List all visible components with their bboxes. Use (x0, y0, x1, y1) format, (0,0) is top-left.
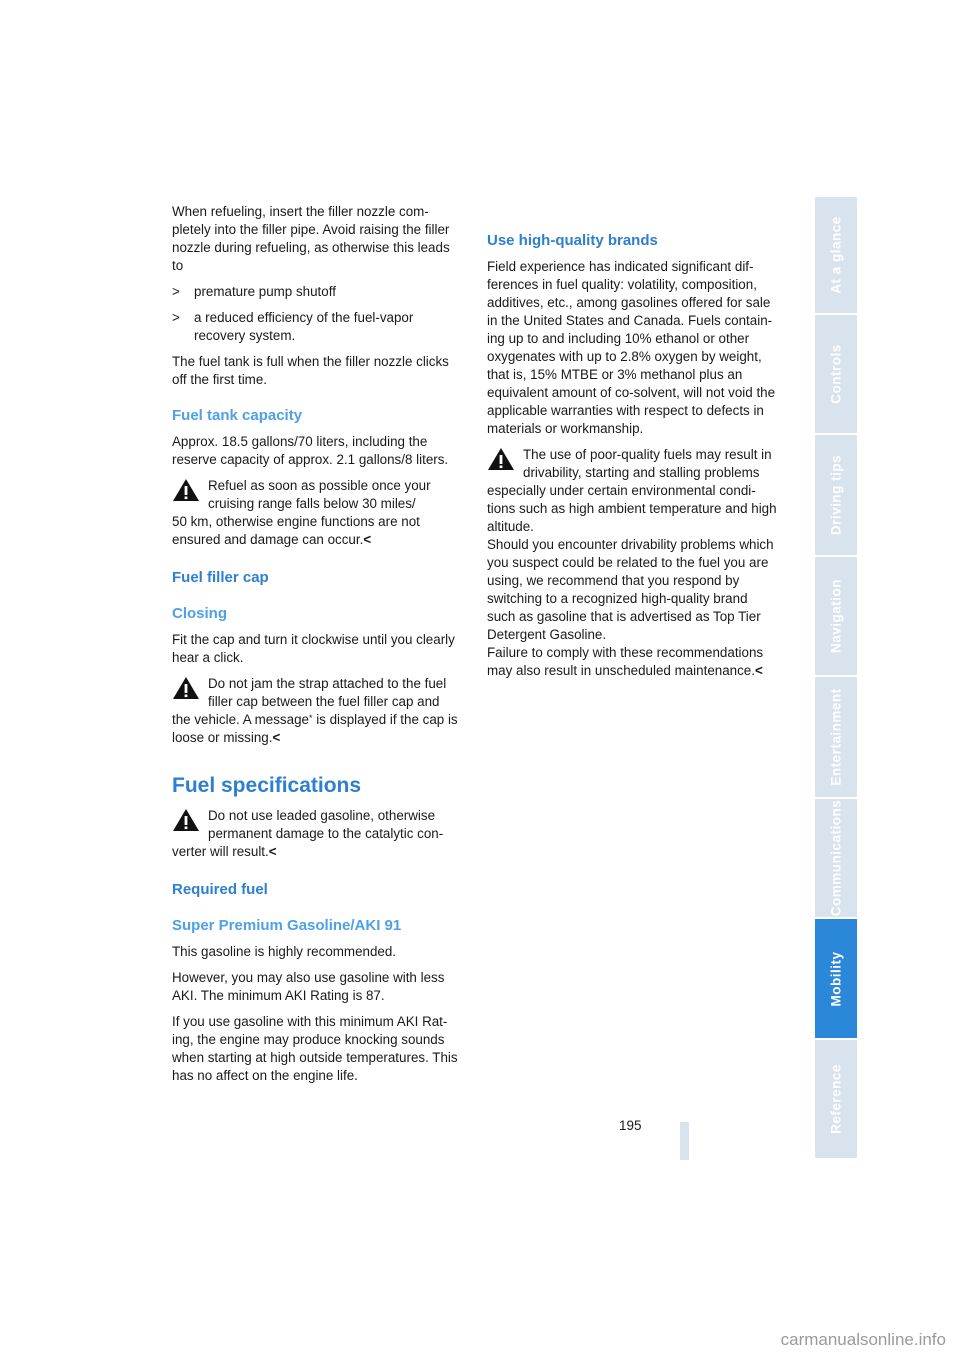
closing-heading: Closing (172, 605, 227, 622)
warning-triangle-icon (172, 478, 200, 502)
premium-text: However, you may also use gasoline with less AKI. The minimum AKI Rating is 87. (172, 970, 445, 1003)
tank-capacity-text: Approx. 18.5 gallons/70 liters, including the reserve capacity of approx. 2.1 gallons/8 liters. (172, 434, 449, 467)
sidebar-tab-label: Reference (828, 1064, 844, 1134)
tank-capacity-heading: Fuel tank capacity (172, 407, 303, 424)
sidebar-tab-driving-tips[interactable] (815, 435, 857, 557)
warning-text: especially under certain environmental condi-tions such as high ambient temperature and high altitude. (487, 483, 777, 534)
sidebar-tab-label: Mobility (828, 951, 844, 1006)
sidebar-tab-label: At a glance (828, 216, 844, 294)
end-marker: < (268, 844, 277, 859)
bullet-item (172, 283, 464, 301)
warning-refuel (172, 477, 464, 549)
fuel-filler-cap-heading: Fuel filler cap (172, 569, 269, 586)
right-column (487, 232, 779, 680)
bullet-marker: > (172, 284, 180, 299)
sidebar-tab-label: Entertainment (828, 688, 844, 786)
warning-text: 50 km, otherwise engine functions are not ensured and damage can occur. (172, 514, 420, 547)
warning-text: Failure to comply with these recommendations may also result in unscheduled maintenance. (487, 645, 764, 678)
asterisk-marker: * (308, 713, 313, 723)
full-tank-paragraph: The fuel tank is full when the filler nozzle clicks off the first time. (172, 354, 449, 387)
fuel-specifications-heading: Fuel specifications (172, 774, 362, 797)
high-quality-brands-heading: Use high-quality brands (487, 232, 658, 249)
page-number: 195 (619, 1118, 642, 1133)
bullet-marker: > (172, 310, 180, 325)
bullet-text: a reduced efficiency of the fuel-vapor recovery system. (194, 310, 414, 343)
premium-gasoline-heading: Super Premium Gasoline/AKI 91 (172, 917, 402, 934)
premium-text: This gasoline is highly recommended. (172, 944, 397, 959)
warning-triangle-icon (172, 676, 200, 700)
warning-triangle-icon (172, 808, 200, 832)
warning-triangle-icon (487, 447, 515, 471)
sidebar-tab-reference[interactable] (815, 1040, 857, 1160)
bullet-text: premature pump shutoff (194, 284, 336, 299)
chapter-sidebar (815, 197, 857, 1160)
sidebar-tab-label: Communications (828, 799, 844, 917)
sidebar-tab-label: Navigation (828, 578, 844, 654)
bullet-item (172, 309, 464, 345)
premium-text: If you use gasoline with this minimum AKI Rat-ing, the engine may produce knocking sounds when starting at high outside temperatures. This has no affect on the engine life. (172, 1014, 458, 1083)
sidebar-tab-mobility[interactable] (815, 919, 857, 1040)
warning-leaded (172, 807, 464, 861)
warning-poor-quality (487, 446, 779, 680)
warning-text: Refuel as soon as possible once your cruising range falls below 30 miles/ (208, 478, 431, 511)
left-column (172, 203, 464, 1093)
sidebar-tab-navigation[interactable] (815, 557, 857, 677)
closing-text: Fit the cap and turn it clockwise until you clearly hear a click. (172, 632, 455, 665)
warning-text: the vehicle. A message (172, 712, 309, 727)
warning-text: The use of poor-quality fuels may result in drivability, starting and stalling problems (523, 447, 772, 480)
end-marker: < (363, 532, 372, 547)
sidebar-tab-entertainment[interactable] (815, 677, 857, 799)
required-fuel-heading: Required fuel (172, 881, 268, 898)
intro-paragraph: When refueling, insert the filler nozzle com-pletely into the filler pipe. Avoid raising the filler nozzle during refueling, as otherwise this leads to (172, 204, 450, 273)
sidebar-tab-communications[interactable] (815, 799, 857, 919)
warning-text: Do not use leaded gasoline, otherwise permanent damage to the catalytic con- (208, 808, 444, 841)
brands-text: Field experience has indicated significant dif-ferences in fuel quality: volatility, composition, additives, etc., among gasolines offered for sale in the United States and Canada. Fuels contain-ing up to and including 10% ethanol or other oxygenates with up to 2.8% oxygen by weight, that is, 15% MTBE or 3% methanol plus an equivalent amount of co-solvent, will not void the applicable warranties with respect to defects in materials or workmanship. (487, 259, 776, 436)
warning-text: verter will result. (172, 844, 269, 859)
warning-strap (172, 675, 464, 747)
warning-text: Should you encounter drivability problems which you suspect could be related to the fuel you are using, we recommend that you respond by switching to a recognized high-quality brand such as gasoline that is advertised as Top Tier Detergent Gasoline. (487, 537, 774, 642)
end-marker: < (754, 663, 763, 678)
warning-text: Do not jam the strap attached to the fuel filler cap between the fuel filler cap and (208, 676, 447, 709)
sidebar-tab-label: Driving tips (828, 454, 844, 536)
sidebar-tab-at-a-glance[interactable] (815, 197, 857, 315)
page-number-bar (680, 1122, 689, 1160)
end-marker: < (272, 730, 281, 745)
warning-text: is displayed if the cap is loose or missing. (172, 712, 458, 745)
sidebar-tab-label: Controls (828, 344, 844, 404)
watermark: carmanualsonline.info (780, 1330, 946, 1349)
sidebar-tab-controls[interactable] (815, 315, 857, 435)
